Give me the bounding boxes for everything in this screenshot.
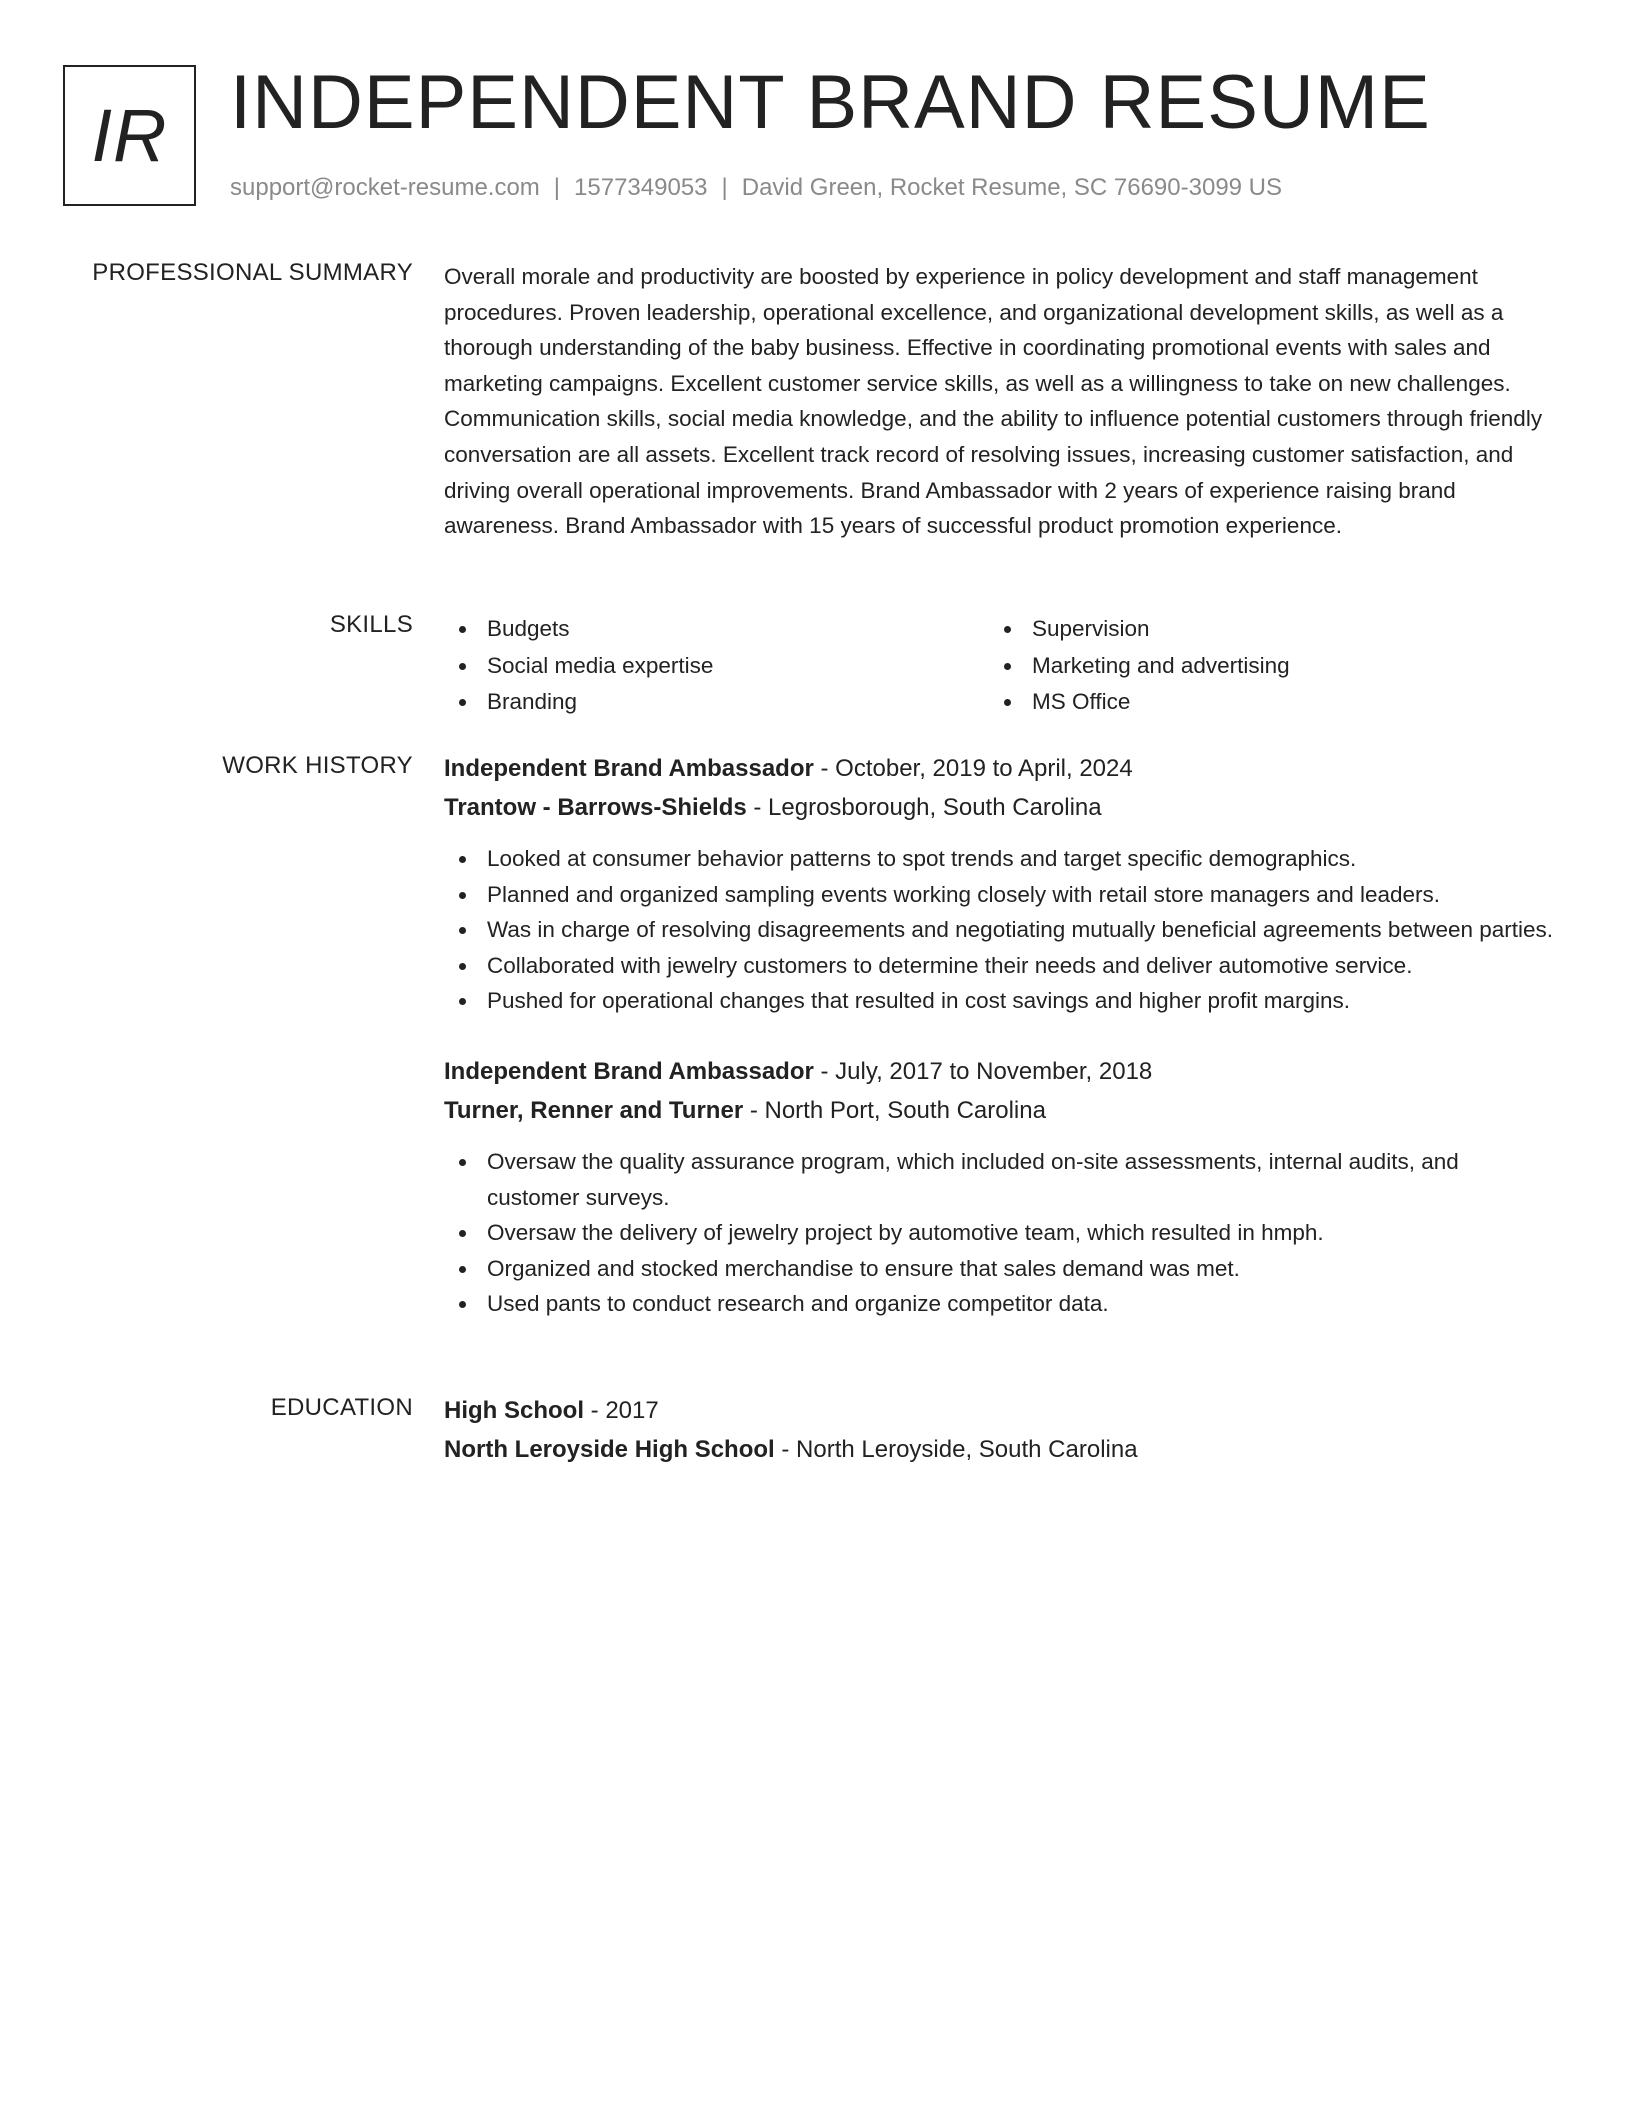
- contact-phone: 1577349053: [574, 174, 708, 201]
- section-label-summary: PROFESSIONAL SUMMARY: [92, 259, 413, 286]
- education-degree: High School: [444, 1397, 584, 1424]
- job-title: Independent Brand Ambassador: [444, 755, 814, 782]
- job-bullet: Pushed for operational changes that resulted in cost savings and higher profit margins.: [444, 983, 1556, 1019]
- resume-header: [63, 60, 1563, 210]
- job-bullet: Planned and organized sampling events working closely with retail store managers and leaders.: [444, 877, 1556, 913]
- section-label-skills: SKILLS: [329, 611, 413, 638]
- contact-email: support@rocket-resume.com: [230, 174, 540, 201]
- job-bullet: Oversaw the delivery of jewelry project by automotive team, which resulted in hmph.: [444, 1215, 1556, 1251]
- education-school-line: [444, 1430, 1556, 1469]
- job-title-line: [444, 749, 1556, 788]
- skill-item: Social media expertise: [444, 648, 989, 685]
- job-bullets: [444, 841, 1556, 1019]
- skill-item: Budgets: [444, 611, 989, 648]
- skill-item: Supervision: [989, 611, 1534, 648]
- education-year: - 2017: [584, 1397, 659, 1424]
- summary-text: Overall morale and productivity are boosted by experience in policy development and staff management procedures. Proven leadership, operational excellence, and organizational development skills, as well as a thorough understanding of the baby business. Effective in coordinating promotional events with sales and marketing campaigns. Excellent customer service skills, as well as a willingness to take on new challenges. Communication skills, social media knowledge, and the ability to influence potential customers through friendly conversation are all assets. Excellent track record of resolving issues, increasing customer satisfaction, and driving overall operational improvements. Brand Ambassador with 2 years of experience raising brand awareness. Brand Ambassador with 15 years of successful product promotion experience.: [444, 264, 1543, 539]
- job-title-line: [444, 1052, 1556, 1091]
- job-bullet: Was in charge of resolving disagreements and negotiating mutually beneficial agreements between parties.: [444, 912, 1556, 948]
- monogram-logo: IR: [63, 65, 196, 206]
- education-degree-line: [444, 1391, 1556, 1430]
- job-location: - North Port, South Carolina: [743, 1096, 1046, 1124]
- job-entry: [444, 1052, 1556, 1322]
- education-school: North Leroyside High School: [444, 1436, 775, 1463]
- resume-title: INDEPENDENT BRAND RESUME: [230, 60, 1431, 145]
- job-location: - Legrosborough, South Carolina: [746, 794, 1102, 821]
- job-dates: - October, 2019 to April, 2024: [813, 755, 1133, 782]
- job-bullets: [444, 1144, 1556, 1322]
- section-label-work-history: WORK HISTORY: [222, 752, 413, 779]
- job-entry: [444, 749, 1556, 1019]
- education-location: - North Leroyside, South Carolina: [774, 1436, 1138, 1463]
- skill-item: Branding: [444, 684, 989, 721]
- job-company-line: [444, 1091, 1556, 1130]
- job-bullet: Organized and stocked merchandise to ensure that sales demand was met.: [444, 1251, 1556, 1287]
- contact-separator: |: [721, 174, 728, 201]
- contact-separator: |: [553, 174, 561, 201]
- job-bullet: Collaborated with jewelry customers to determine their needs and deliver automotive service.: [444, 948, 1556, 984]
- job-bullet: Looked at consumer behavior patterns to spot trends and target specific demographics.: [444, 841, 1556, 877]
- job-company: Trantow - Barrows-Shields: [444, 794, 747, 821]
- contact-address: David Green, Rocket Resume, SC 76690-3099 US: [741, 174, 1283, 201]
- job-company: Turner, Renner and Turner: [444, 1096, 744, 1124]
- skill-item: Marketing and advertising: [989, 648, 1534, 685]
- job-bullet: Used pants to conduct research and organize competitor data.: [444, 1286, 1556, 1322]
- section-label-education: EDUCATION: [270, 1394, 413, 1421]
- skill-item: MS Office: [989, 684, 1534, 721]
- skills-list: [444, 611, 1556, 721]
- job-dates: - July, 2017 to November, 2018: [813, 1057, 1153, 1085]
- contact-line: [230, 174, 1282, 202]
- job-company-line: [444, 788, 1556, 827]
- job-bullet: Oversaw the quality assurance program, which included on-site assessments, internal audits, and customer surveys.: [444, 1144, 1556, 1215]
- job-title: Independent Brand Ambassador: [444, 1057, 814, 1085]
